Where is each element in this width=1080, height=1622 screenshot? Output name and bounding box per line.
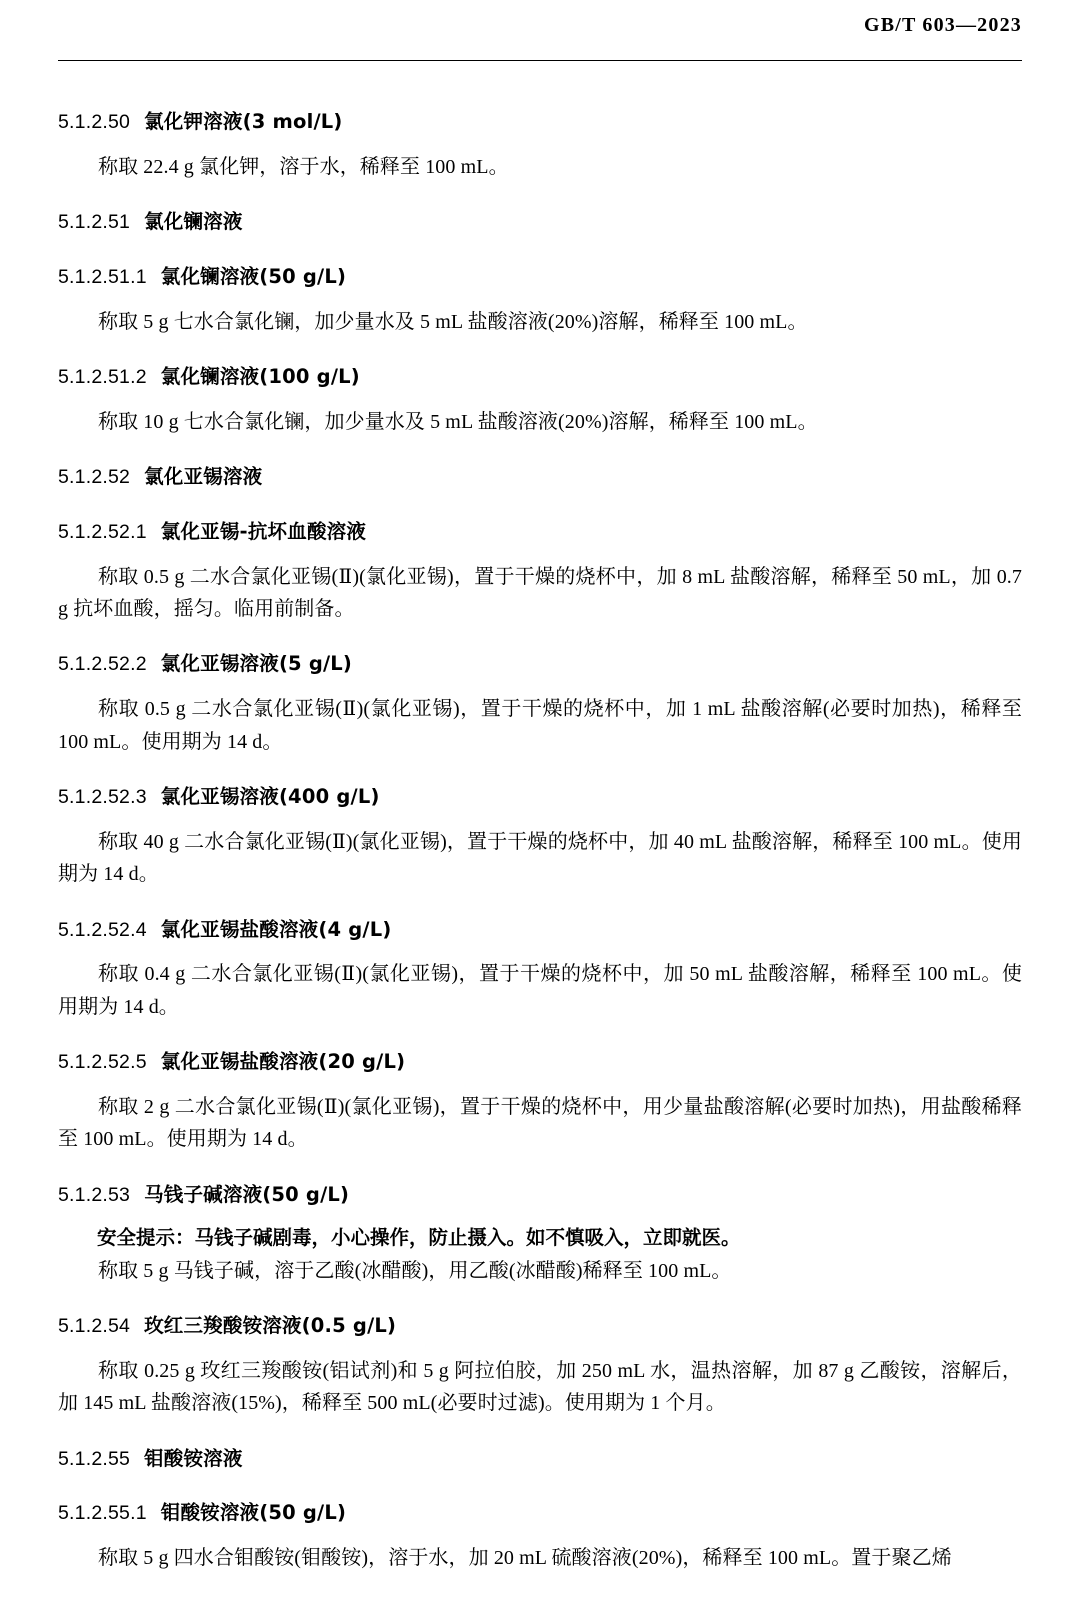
- clause-number: 5.1.2.52.4: [58, 918, 147, 941]
- clause-number: 5.1.2.52.3: [58, 785, 147, 808]
- clause-heading: [58, 362, 1022, 393]
- clause-title: 氯化亚锡-抗坏血酸溶液: [160, 519, 367, 543]
- clause-number: 5.1.2.55.1: [58, 1502, 147, 1525]
- clause-paragraph: 称取 0.25 g 玫红三羧酸铵(铝试剂)和 5 g 阿拉伯胶，加 250 mL 水，温热溶解，加 87 g 乙酸铵，溶解后，加 145 mL 盐酸溶液(15%)，稀释至 500 mL(必要时过滤)。使用期为 1 个月。: [58, 1359, 1022, 1415]
- clause-heading: [58, 517, 1022, 548]
- clause-heading: [58, 107, 1022, 138]
- clause-heading: [58, 1311, 1022, 1342]
- clause-number: 5.1.2.52.5: [58, 1051, 147, 1074]
- clause-title: 氯化亚锡盐酸溶液(4 g/L): [160, 917, 392, 941]
- clause-number: 5.1.2.52.2: [58, 653, 147, 676]
- clause-heading: [58, 462, 1022, 493]
- clause-paragraph: 称取 5 g 马钱子碱，溶于乙酸(冰醋酸)，用乙酸(冰醋酸)稀释至 100 mL。: [98, 1259, 732, 1282]
- clause-title: 氯化镧溶液: [144, 210, 243, 234]
- clause-number: 5.1.2.54: [58, 1314, 131, 1337]
- page-content: [58, 61, 1022, 1574]
- clause-title: 氯化亚锡溶液(5 g/L): [160, 652, 353, 676]
- clause-paragraph: 称取 22.4 g 氯化钾，溶于水，稀释至 100 mL。: [98, 155, 509, 178]
- clause-heading: [58, 1498, 1022, 1529]
- clause-title: 氯化亚锡盐酸溶液(20 g/L): [160, 1050, 406, 1074]
- clause-title: 氯化亚锡溶液(400 g/L): [160, 784, 380, 808]
- clause-heading: [58, 1047, 1022, 1078]
- standard-number: GB/T 603—2023: [863, 14, 1022, 36]
- clause-title: 氯化镧溶液(100 g/L): [160, 365, 360, 389]
- clause-number: 5.1.2.52: [58, 466, 131, 489]
- clause-number: 5.1.2.53: [58, 1183, 131, 1206]
- clause-paragraph: 称取 40 g 二水合氯化亚锡(Ⅱ)(氯化亚锡)，置于干燥的烧杯中，加 40 mL 盐酸溶解，稀释至 100 mL。使用期为 14 d。: [58, 830, 1022, 886]
- clause-heading: [58, 1180, 1022, 1211]
- clause-title: 钼酸铵溶液: [144, 1446, 243, 1470]
- clause-heading: [58, 262, 1022, 293]
- clause-title: 氯化钾溶液(3 mol/L): [144, 110, 343, 133]
- clause-paragraph: 称取 0.5 g 二水合氯化亚锡(Ⅱ)(氯化亚锡)，置于干燥的烧杯中，加 8 mL 盐酸溶解，稀释至 50 mL，加 0.7 g 抗坏血酸，摇匀。临用前制备。: [58, 565, 1022, 621]
- clause-title: 马钱子碱溶液(50 g/L): [144, 1182, 350, 1206]
- clause-number: 5.1.2.51.1: [58, 265, 147, 288]
- clause-title: 钼酸铵溶液(50 g/L): [160, 1501, 347, 1525]
- clause-number: 5.1.2.55: [58, 1447, 131, 1470]
- clause-number: 5.1.2.52.1: [58, 520, 147, 543]
- clause-heading: [58, 207, 1022, 238]
- clause-title: 氯化亚锡溶液: [144, 465, 263, 489]
- clause-title: 玫红三羧酸铵溶液(0.5 g/L): [144, 1313, 397, 1337]
- clause-paragraph: 称取 2 g 二水合氯化亚锡(Ⅱ)(氯化亚锡)，置于干燥的烧杯中，用少量盐酸溶解(必要时加热)，用盐酸稀释至 100 mL。使用期为 14 d。: [58, 1095, 1022, 1151]
- safety-note: 安全提示：马钱子碱剧毒，小心操作，防止摄入。如不慎吸入，立即就医。: [97, 1226, 741, 1250]
- clause-heading: [58, 915, 1022, 946]
- clause-paragraph: 称取 5 g 四水合钼酸铵(钼酸铵)，溶于水，加 20 mL 硫酸溶液(20%)，稀释至 100 mL。置于聚乙烯: [98, 1547, 952, 1569]
- clause-title: 氯化镧溶液(50 g/L): [160, 264, 347, 288]
- clause-paragraph: 称取 0.5 g 二水合氯化亚锡(Ⅱ)(氯化亚锡)，置于干燥的烧杯中，加 1 mL 盐酸溶解(必要时加热)，稀释至 100 mL。使用期为 14 d。: [58, 698, 1022, 753]
- clause-heading: [58, 1444, 1022, 1475]
- clause-paragraph: 称取 5 g 七水合氯化镧，加少量水及 5 mL 盐酸溶液(20%)溶解，稀释至 100 mL。: [98, 310, 808, 333]
- clause-paragraph: 称取 0.4 g 二水合氯化亚锡(Ⅱ)(氯化亚锡)，置于干燥的烧杯中，加 50 mL 盐酸溶解，稀释至 100 mL。使用期为 14 d。: [58, 963, 1022, 1018]
- clause-paragraph: 称取 10 g 七水合氯化镧，加少量水及 5 mL 盐酸溶液(20%)溶解，稀释至 100 mL。: [98, 410, 818, 433]
- clause-heading: [58, 649, 1022, 680]
- clause-heading: [58, 782, 1022, 813]
- page-header: [58, 0, 1022, 58]
- clause-number: 5.1.2.50: [58, 111, 131, 133]
- clause-number: 5.1.2.51.2: [58, 366, 147, 389]
- clause-number: 5.1.2.51: [58, 211, 131, 234]
